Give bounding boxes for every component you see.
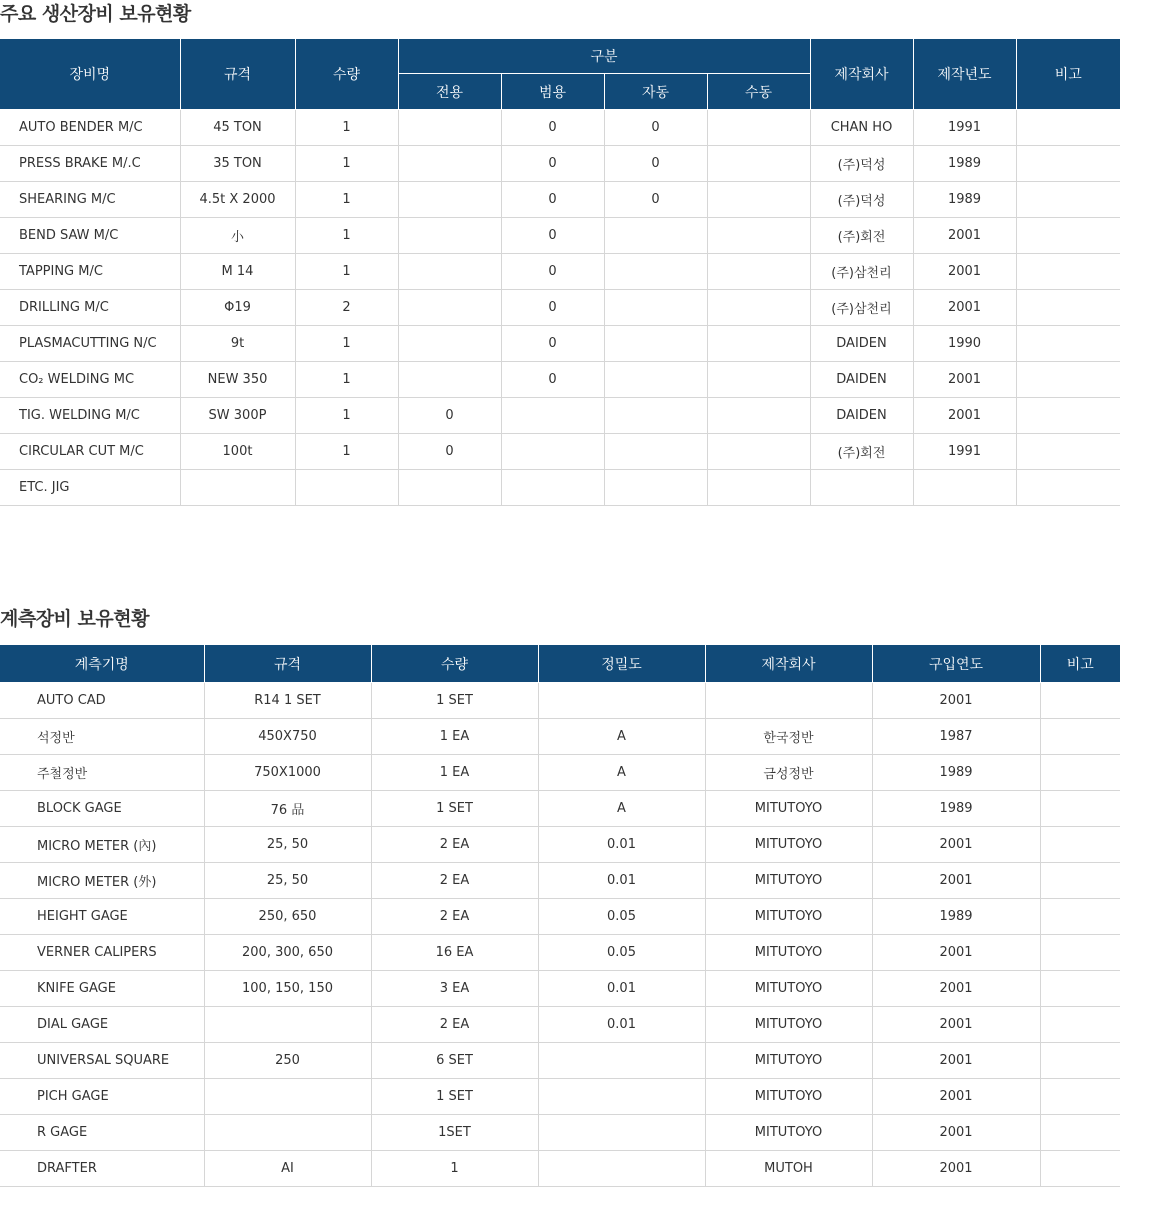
production-equipment-rows [0, 110, 1120, 506]
col-header-instrument-name: 계측기명 [0, 645, 204, 683]
cell-qty: 2 EA [371, 1007, 538, 1043]
cell-note [1016, 254, 1120, 290]
cell-name: MICRO METER (外) [0, 863, 204, 899]
cell-name: DRILLING M/C [0, 290, 180, 326]
cell-maker: (주)덕성 [810, 182, 913, 218]
cell-year: 1990 [913, 326, 1016, 362]
cell-name: 석정반 [0, 719, 204, 755]
cell-year: 2001 [872, 1115, 1040, 1151]
cell-note [1016, 434, 1120, 470]
cell-manual [707, 290, 810, 326]
cell-maker: MITUTOYO [705, 863, 872, 899]
cell-general: 0 [501, 362, 604, 398]
cell-note [1040, 863, 1120, 899]
cell-name: PRESS BRAKE M/.C [0, 146, 180, 182]
col-header-spec: 규격 [204, 645, 371, 683]
cell-name: TAPPING M/C [0, 254, 180, 290]
cell-year: 1991 [913, 434, 1016, 470]
cell-maker: (주)회전 [810, 218, 913, 254]
cell-note [1040, 935, 1120, 971]
col-header-year: 제작년도 [913, 39, 1016, 110]
cell-name: PICH GAGE [0, 1079, 204, 1115]
cell-name: KNIFE GAGE [0, 971, 204, 1007]
cell-maker: (주)삼천리 [810, 290, 913, 326]
cell-note [1040, 1079, 1120, 1115]
cell-manual [707, 434, 810, 470]
cell-name: ETC. JIG [0, 470, 180, 506]
table-row [0, 398, 1120, 434]
table-row [0, 1043, 1120, 1079]
cell-qty: 16 EA [371, 935, 538, 971]
col-header-equipment-name: 장비명 [0, 39, 180, 110]
production-equipment-title: 주요 생산장비 보유현황 [0, 3, 191, 25]
cell-year: 2001 [872, 1043, 1040, 1079]
col-header-precision: 정밀도 [538, 645, 705, 683]
table-row [0, 971, 1120, 1007]
cell-dedicated [398, 326, 501, 362]
cell-spec: R14 1 SET [204, 683, 371, 719]
cell-general [501, 470, 604, 506]
cell-auto [604, 218, 707, 254]
cell-precision: 0.01 [538, 863, 705, 899]
cell-note [1016, 362, 1120, 398]
table-row [0, 182, 1120, 218]
cell-spec: AI [204, 1151, 371, 1187]
cell-precision: A [538, 755, 705, 791]
cell-year: 2001 [872, 863, 1040, 899]
cell-auto [604, 398, 707, 434]
cell-spec: 小 [180, 218, 295, 254]
cell-precision: 0.01 [538, 971, 705, 1007]
cell-maker [705, 683, 872, 719]
cell-dedicated [398, 110, 501, 146]
cell-year: 2001 [872, 1151, 1040, 1187]
production-equipment-table [0, 38, 1120, 506]
cell-year: 2001 [913, 398, 1016, 434]
cell-precision: 0.05 [538, 935, 705, 971]
col-header-maker: 제작회사 [810, 39, 913, 110]
cell-year: 1991 [913, 110, 1016, 146]
measuring-equipment-rows [0, 683, 1120, 1187]
cell-spec: 250 [204, 1043, 371, 1079]
cell-auto [604, 434, 707, 470]
cell-precision: 0.01 [538, 827, 705, 863]
cell-dedicated: 0 [398, 434, 501, 470]
cell-year: 2001 [913, 362, 1016, 398]
cell-precision [538, 1043, 705, 1079]
cell-general: 0 [501, 326, 604, 362]
col-header-note: 비고 [1016, 39, 1120, 110]
cell-year: 1989 [872, 755, 1040, 791]
cell-qty: 1 [295, 398, 398, 434]
cell-manual [707, 326, 810, 362]
cell-qty: 1 [295, 362, 398, 398]
table-row [0, 362, 1120, 398]
cell-name: CIRCULAR CUT M/C [0, 434, 180, 470]
cell-manual [707, 398, 810, 434]
table-row [0, 719, 1120, 755]
cell-spec: 200, 300, 650 [204, 935, 371, 971]
cell-manual [707, 254, 810, 290]
col-header-maker: 제작회사 [705, 645, 872, 683]
cell-spec: NEW 350 [180, 362, 295, 398]
cell-dedicated [398, 362, 501, 398]
cell-precision [538, 1115, 705, 1151]
cell-year: 2001 [872, 971, 1040, 1007]
cell-spec [204, 1007, 371, 1043]
col-header-general: 범용 [501, 74, 604, 110]
cell-spec: M 14 [180, 254, 295, 290]
cell-spec: 4.5t X 2000 [180, 182, 295, 218]
cell-spec: 250, 650 [204, 899, 371, 935]
cell-note [1016, 398, 1120, 434]
cell-note [1016, 182, 1120, 218]
cell-name: R GAGE [0, 1115, 204, 1151]
cell-maker: CHAN HO [810, 110, 913, 146]
cell-maker: DAIDEN [810, 362, 913, 398]
cell-note [1016, 326, 1120, 362]
cell-year [913, 470, 1016, 506]
cell-qty: 6 SET [371, 1043, 538, 1079]
cell-maker: MITUTOYO [705, 971, 872, 1007]
cell-qty: 1 [295, 146, 398, 182]
cell-qty: 1 SET [371, 791, 538, 827]
cell-maker: MUTOH [705, 1151, 872, 1187]
cell-name: BLOCK GAGE [0, 791, 204, 827]
cell-general [501, 398, 604, 434]
cell-name: PLASMACUTTING N/C [0, 326, 180, 362]
cell-note [1040, 1115, 1120, 1151]
cell-qty: 1 [295, 218, 398, 254]
cell-note [1016, 110, 1120, 146]
cell-dedicated [398, 470, 501, 506]
col-header-manual: 수동 [707, 74, 810, 110]
cell-spec: 25, 50 [204, 863, 371, 899]
cell-spec: Φ19 [180, 290, 295, 326]
cell-note [1040, 1007, 1120, 1043]
cell-year: 2001 [913, 290, 1016, 326]
table-row [0, 899, 1120, 935]
cell-qty: 1 [295, 182, 398, 218]
cell-spec: 25, 50 [204, 827, 371, 863]
cell-qty: 1 [295, 254, 398, 290]
cell-year: 2001 [872, 827, 1040, 863]
table-row [0, 683, 1120, 719]
cell-spec [180, 470, 295, 506]
cell-note [1040, 899, 1120, 935]
cell-maker: MITUTOYO [705, 899, 872, 935]
cell-maker: DAIDEN [810, 326, 913, 362]
cell-year: 2001 [872, 683, 1040, 719]
cell-note [1040, 827, 1120, 863]
cell-general: 0 [501, 182, 604, 218]
cell-precision [538, 683, 705, 719]
cell-spec: SW 300P [180, 398, 295, 434]
cell-general: 0 [501, 146, 604, 182]
cell-year: 2001 [913, 218, 1016, 254]
cell-note [1040, 683, 1120, 719]
cell-spec: 45 TON [180, 110, 295, 146]
cell-note [1040, 755, 1120, 791]
cell-manual [707, 146, 810, 182]
table-row [0, 290, 1120, 326]
cell-auto: 0 [604, 110, 707, 146]
cell-dedicated [398, 182, 501, 218]
cell-manual [707, 110, 810, 146]
cell-dedicated [398, 218, 501, 254]
cell-precision: 0.05 [538, 899, 705, 935]
cell-maker: (주)덕성 [810, 146, 913, 182]
cell-maker: MITUTOYO [705, 935, 872, 971]
cell-precision [538, 1151, 705, 1187]
table-row [0, 1115, 1120, 1151]
table-row [0, 791, 1120, 827]
cell-spec: 9t [180, 326, 295, 362]
table-row [0, 935, 1120, 971]
cell-name: MICRO METER (內) [0, 827, 204, 863]
cell-name: AUTO BENDER M/C [0, 110, 180, 146]
cell-note [1040, 1043, 1120, 1079]
cell-maker: DAIDEN [810, 398, 913, 434]
table-row [0, 326, 1120, 362]
cell-maker: MITUTOYO [705, 1079, 872, 1115]
cell-name: CO₂ WELDING MC [0, 362, 180, 398]
cell-qty: 2 EA [371, 899, 538, 935]
cell-auto [604, 254, 707, 290]
table-row [0, 1007, 1120, 1043]
table-row [0, 863, 1120, 899]
cell-dedicated: 0 [398, 398, 501, 434]
cell-name: HEIGHT GAGE [0, 899, 204, 935]
cell-note [1016, 290, 1120, 326]
cell-year: 1987 [872, 719, 1040, 755]
cell-name: TIG. WELDING M/C [0, 398, 180, 434]
table-row [0, 470, 1120, 506]
cell-year: 1989 [913, 146, 1016, 182]
cell-year: 2001 [872, 1007, 1040, 1043]
table-row [0, 218, 1120, 254]
cell-qty [295, 470, 398, 506]
cell-precision: A [538, 719, 705, 755]
cell-name: UNIVERSAL SQUARE [0, 1043, 204, 1079]
table-row [0, 755, 1120, 791]
cell-maker: 금성정반 [705, 755, 872, 791]
cell-name: BEND SAW M/C [0, 218, 180, 254]
col-header-quantity: 수량 [371, 645, 538, 683]
cell-spec: 100, 150, 150 [204, 971, 371, 1007]
cell-year: 1989 [913, 182, 1016, 218]
table-row [0, 1079, 1120, 1115]
cell-spec [204, 1115, 371, 1151]
cell-maker [810, 470, 913, 506]
cell-name: DIAL GAGE [0, 1007, 204, 1043]
cell-note [1016, 218, 1120, 254]
col-header-spec: 규격 [180, 39, 295, 110]
cell-qty: 1 SET [371, 683, 538, 719]
cell-maker: 한국정반 [705, 719, 872, 755]
cell-dedicated [398, 290, 501, 326]
cell-qty: 1SET [371, 1115, 538, 1151]
cell-spec: 750X1000 [204, 755, 371, 791]
measuring-equipment-title: 계측장비 보유현황 [0, 608, 149, 630]
cell-note [1040, 791, 1120, 827]
cell-general: 0 [501, 218, 604, 254]
cell-year: 2001 [913, 254, 1016, 290]
cell-name: VERNER CALIPERS [0, 935, 204, 971]
col-header-category: 구분 [398, 39, 810, 74]
cell-maker: MITUTOYO [705, 827, 872, 863]
measuring-equipment-table [0, 644, 1120, 1187]
cell-year: 2001 [872, 935, 1040, 971]
cell-general [501, 434, 604, 470]
col-header-note: 비고 [1040, 645, 1120, 683]
cell-year: 2001 [872, 1079, 1040, 1115]
cell-qty: 2 EA [371, 827, 538, 863]
cell-auto [604, 290, 707, 326]
cell-dedicated [398, 146, 501, 182]
cell-name: 주철정반 [0, 755, 204, 791]
col-header-dedicated: 전용 [398, 74, 501, 110]
cell-year: 1989 [872, 791, 1040, 827]
cell-name: AUTO CAD [0, 683, 204, 719]
table-row [0, 827, 1120, 863]
cell-auto: 0 [604, 182, 707, 218]
cell-note [1040, 971, 1120, 1007]
cell-maker: MITUTOYO [705, 1007, 872, 1043]
cell-note [1016, 470, 1120, 506]
cell-general: 0 [501, 254, 604, 290]
cell-spec: 35 TON [180, 146, 295, 182]
cell-manual [707, 182, 810, 218]
cell-precision [538, 1079, 705, 1115]
cell-maker: MITUTOYO [705, 791, 872, 827]
cell-auto [604, 362, 707, 398]
cell-manual [707, 470, 810, 506]
cell-maker: MITUTOYO [705, 1115, 872, 1151]
cell-precision: A [538, 791, 705, 827]
cell-qty: 1 EA [371, 755, 538, 791]
cell-general: 0 [501, 110, 604, 146]
col-header-purchase-year: 구입연도 [872, 645, 1040, 683]
cell-qty: 1 EA [371, 719, 538, 755]
table-row [0, 146, 1120, 182]
cell-maker: (주)삼천리 [810, 254, 913, 290]
cell-auto: 0 [604, 146, 707, 182]
cell-auto [604, 470, 707, 506]
cell-spec: 100t [180, 434, 295, 470]
cell-note [1040, 719, 1120, 755]
cell-qty: 1 SET [371, 1079, 538, 1115]
table-row [0, 1151, 1120, 1187]
cell-note [1016, 146, 1120, 182]
col-header-quantity: 수량 [295, 39, 398, 110]
cell-auto [604, 326, 707, 362]
cell-maker: (주)회전 [810, 434, 913, 470]
cell-qty: 3 EA [371, 971, 538, 1007]
cell-qty: 2 EA [371, 863, 538, 899]
cell-year: 1989 [872, 899, 1040, 935]
cell-qty: 1 [371, 1151, 538, 1187]
cell-manual [707, 362, 810, 398]
cell-note [1040, 1151, 1120, 1187]
cell-name: DRAFTER [0, 1151, 204, 1187]
table-row [0, 254, 1120, 290]
cell-dedicated [398, 254, 501, 290]
cell-manual [707, 218, 810, 254]
cell-spec [204, 1079, 371, 1115]
cell-name: SHEARING M/C [0, 182, 180, 218]
table-row [0, 110, 1120, 146]
cell-qty: 1 [295, 110, 398, 146]
col-header-auto: 자동 [604, 74, 707, 110]
cell-spec: 76 品 [204, 791, 371, 827]
cell-qty: 1 [295, 434, 398, 470]
cell-qty: 1 [295, 326, 398, 362]
cell-spec: 450X750 [204, 719, 371, 755]
cell-precision: 0.01 [538, 1007, 705, 1043]
cell-qty: 2 [295, 290, 398, 326]
cell-general: 0 [501, 290, 604, 326]
cell-maker: MITUTOYO [705, 1043, 872, 1079]
table-row [0, 434, 1120, 470]
